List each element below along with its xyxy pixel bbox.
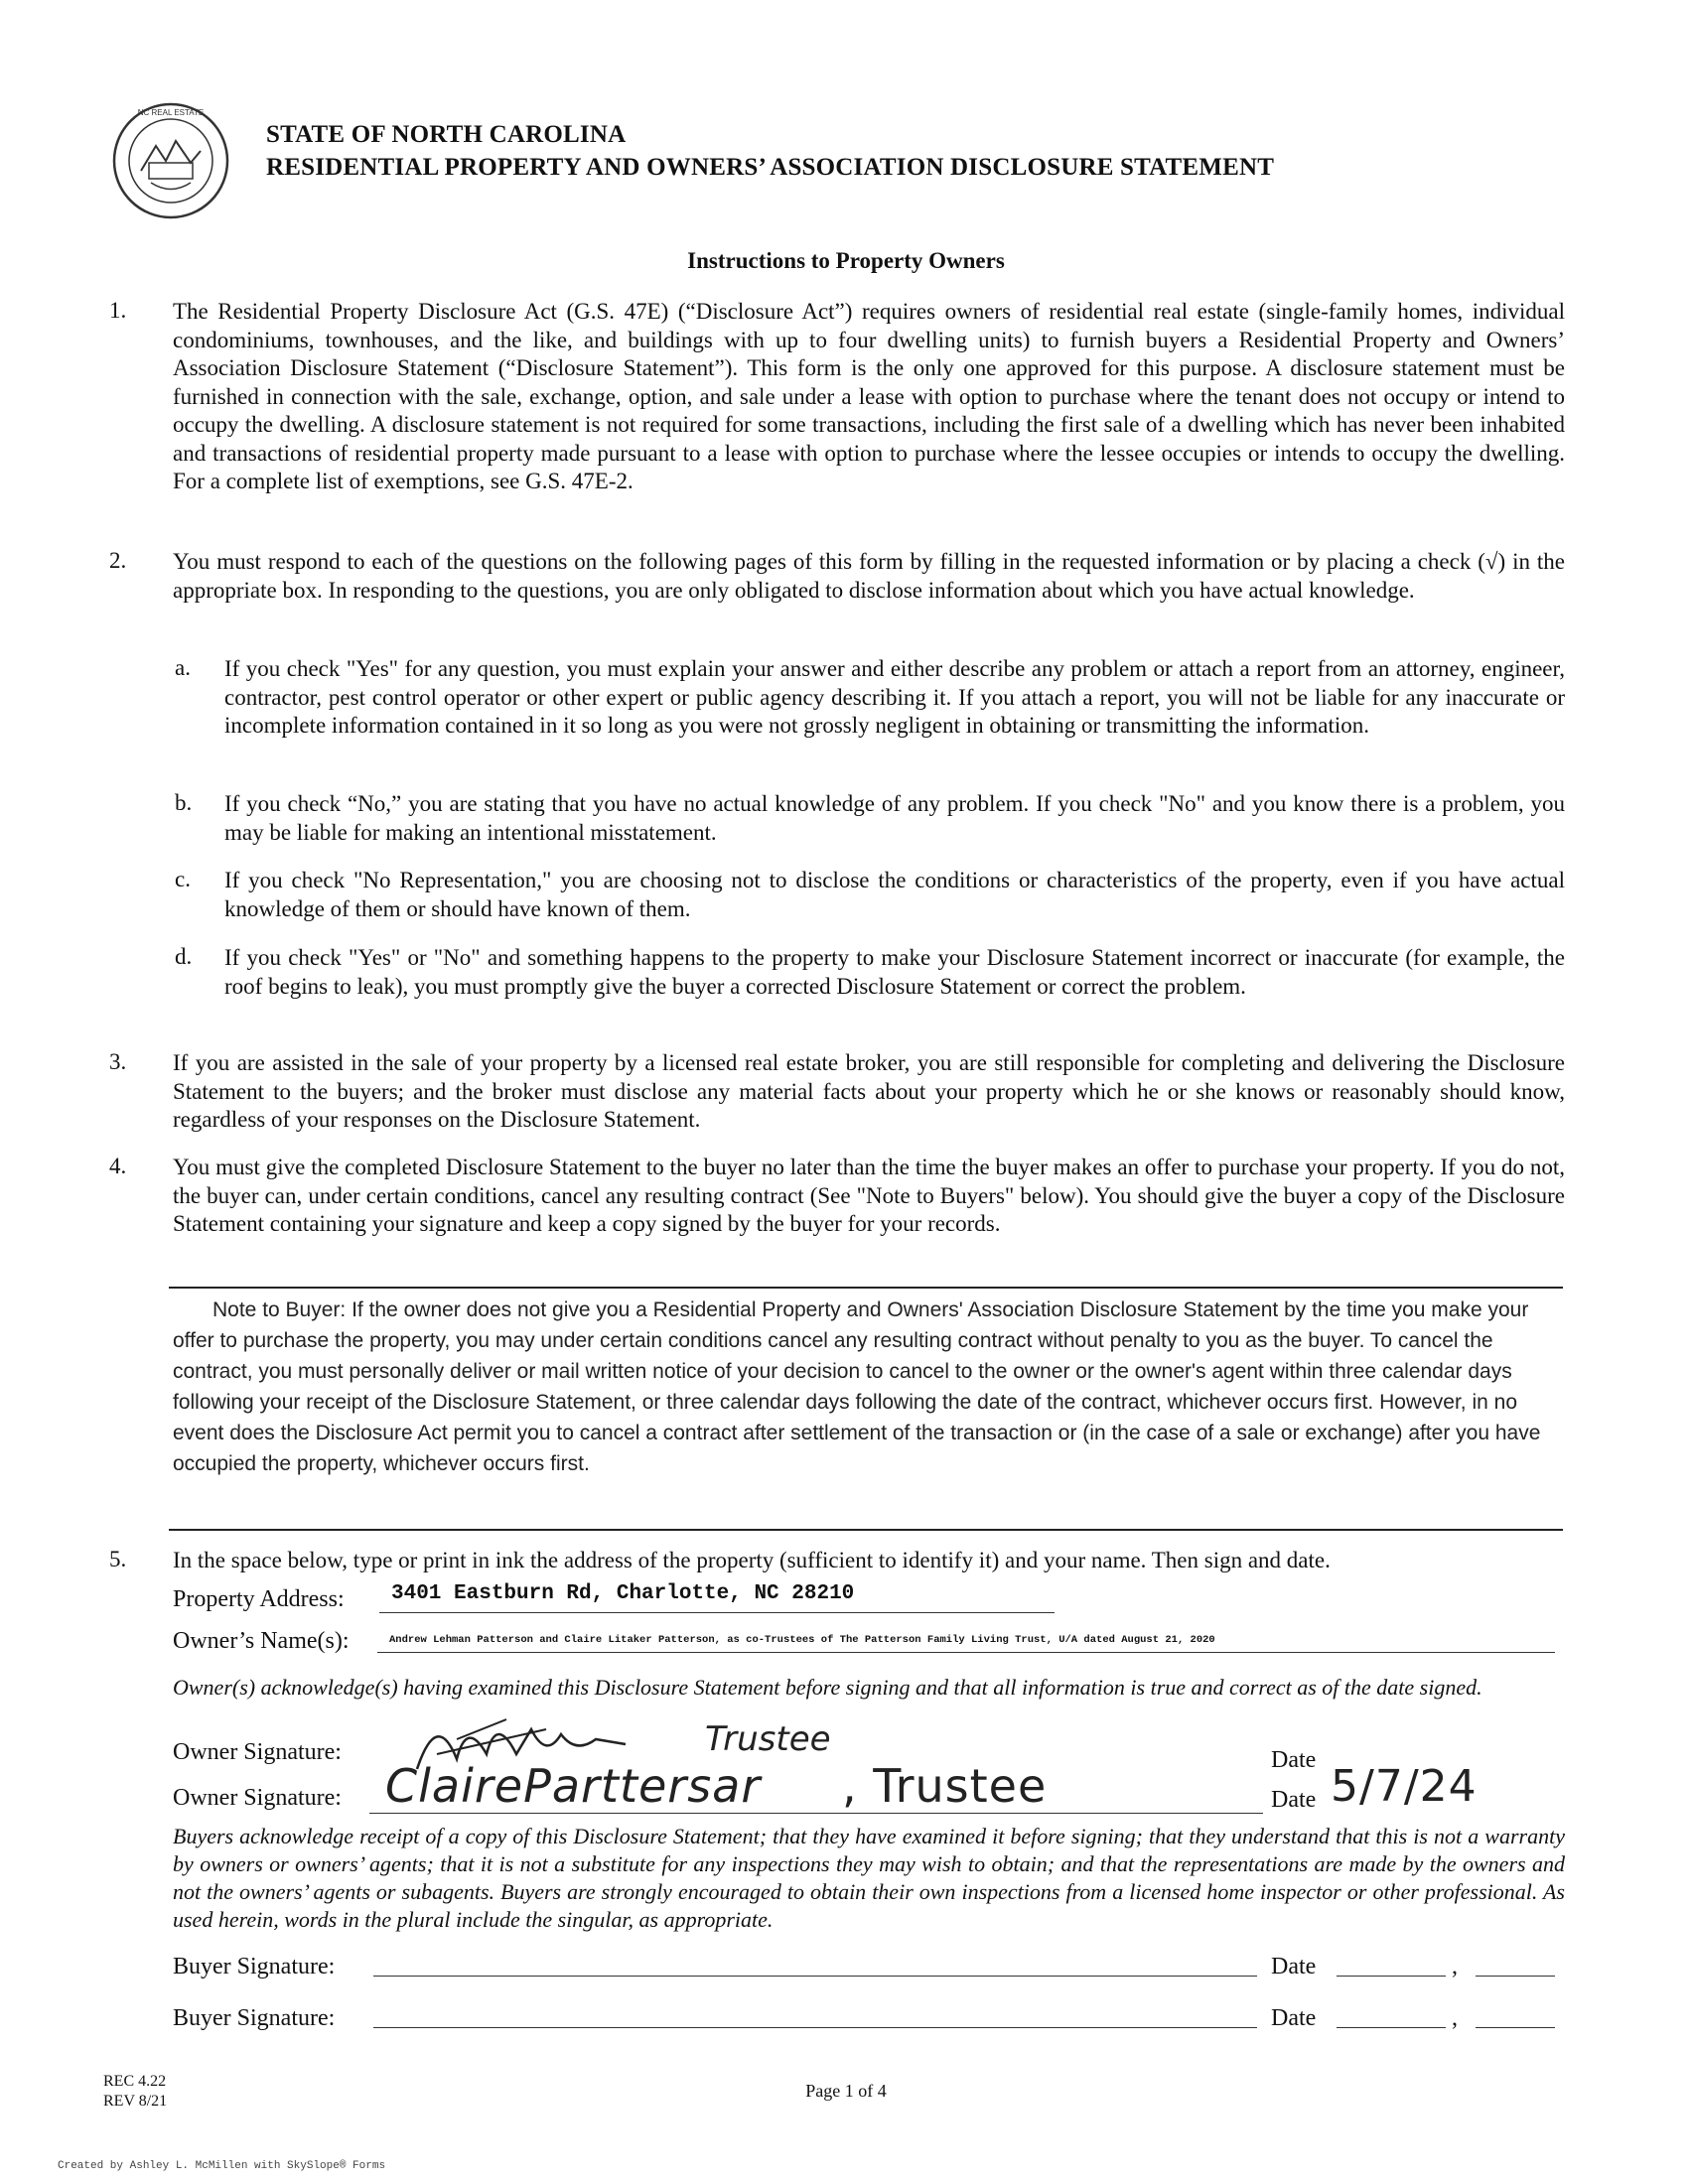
date-label: Date <box>1271 1787 1317 1813</box>
item-number: 3. <box>109 1049 127 1074</box>
item-2-text: You must respond to each of the questions on the following pages of this form by filling in the requested information or by placing a check (√) in the appropriate box. In responding to the questions, you are only obligated to disclose information about which you have actual knowledge. <box>173 549 1565 603</box>
form-revision: REV 8/21 <box>103 2093 168 2110</box>
buyer-2-date-line[interactable] <box>1337 2027 1446 2028</box>
note-top-rule <box>169 1287 1563 1289</box>
address-underline <box>379 1612 1055 1613</box>
buyer-1-signature-line[interactable] <box>373 1976 1257 1977</box>
buyer-signature-label: Buyer Signature: <box>173 2005 336 2031</box>
header-title: RESIDENTIAL PROPERTY AND OWNERS’ ASSOCIATION DISCLOSURE STATEMENT <box>266 154 1275 181</box>
svg-text:NC REAL ESTATE: NC REAL ESTATE <box>137 108 205 117</box>
item-5-text: In the space below, type or print in ink the address of the property (sufficient to identify it) and your name. Then sign and date. <box>173 1548 1331 1572</box>
header-state: STATE OF NORTH CAROLINA <box>266 121 627 148</box>
buyer-1-date-line[interactable] <box>1337 1976 1446 1977</box>
owner-2-trustee-handwriting: , Trustee <box>842 1759 1048 1813</box>
owners-name-field[interactable]: Andrew Lehman Patterson and Claire Litaker Patterson, as co-Trustees of The Patterson Family Living Trust, U/A dated August 21, 2020 <box>389 1634 1215 1646</box>
date-comma: , <box>1452 2005 1458 2031</box>
owner-signature-label: Owner Signature: <box>173 1785 342 1811</box>
buyer-2-year-line[interactable] <box>1476 2027 1555 2028</box>
note-bottom-rule <box>169 1529 1563 1531</box>
address-field[interactable]: 3401 Eastburn Rd, Charlotte, NC 28210 <box>391 1582 855 1605</box>
address-label: Property Address: <box>173 1586 345 1612</box>
subitem-letter: c. <box>175 867 191 891</box>
buyer-acknowledgement: Buyers acknowledge receipt of a copy of this Disclosure Statement; that they have examined it before signing; that they understand that this is not a warranty by owners or owners’ agents; that it is not a substitute for any inspections they may wish to obtain; and that the representations are made by the owners and not the owners’ agents or subagents. Buyers are strongly encouraged to obtain their own inspections from a licensed home inspector or other professional. As used herein, words in the plural include the singular, as appropriate. <box>173 1824 1565 1932</box>
item-number: 2. <box>109 548 127 573</box>
item-number: 1. <box>109 298 127 323</box>
instructions-title: Instructions to Property Owners <box>687 248 1005 273</box>
owners-name-underline <box>377 1652 1555 1653</box>
owner-1-trustee-handwriting: Trustee <box>705 1719 831 1759</box>
state-seal-logo <box>111 101 230 220</box>
owner-acknowledgement: Owner(s) acknowledge(s) having examined this Disclosure Statement before signing and that all information is true and correct as of the date signed. <box>173 1675 1482 1700</box>
form-code: REC 4.22 <box>103 2073 167 2090</box>
date-label: Date <box>1271 2005 1317 2031</box>
item-2a-text: If you check "Yes" for any question, you must explain your answer and either describe any problem or attach a report from an attorney, engineer, contractor, pest control operator or other expert or public agency describing it. If you attach a report, you will not be liable for any inaccurate or incomplete information contained in it so long as you were not grossly negligent in obtaining or transmitting the information. <box>224 656 1565 738</box>
date-label: Date <box>1271 1954 1317 1979</box>
item-number: 5. <box>109 1547 127 1571</box>
buyer-1-year-line[interactable] <box>1476 1976 1555 1977</box>
item-4-text: You must give the completed Disclosure Statement to the buyer no later than the time the buyer makes an offer to purchase your property. If you do not, the buyer can, under certain conditions, cancel any resulting contract (See "Note to Buyers" below). You should give the buyer a copy of the Disclosure Statement containing your signature and keep a copy signed by the buyer for your records. <box>173 1155 1565 1236</box>
item-3-text: If you are assisted in the sale of your property by a licensed real estate broker, you are still responsible for completing and delivering the Disclosure Statement to the buyers; and the broker must disclose any material facts about your property which he or she knows or reasonably should know, regardless of your responses on the Disclosure Statement. <box>173 1050 1565 1132</box>
owner-signature-label: Owner Signature: <box>173 1739 342 1765</box>
date-comma: , <box>1452 1954 1458 1979</box>
owner-2-signature[interactable]: ClaireParttersar <box>385 1759 762 1813</box>
form-credit: Created by Ashley L. McMillen with SkySlope® Forms <box>58 2160 386 2172</box>
buyer-2-signature-line[interactable] <box>373 2027 1257 2028</box>
item-2d-text: If you check "Yes" or "No" and something happens to the property to make your Disclosure Statement incorrect or inaccurate (for example, the roof begins to leak), you must promptly give the buyer a corrected Disclosure Statement or correct the problem. <box>224 945 1565 999</box>
page-number: Page 1 of 4 <box>805 2081 887 2101</box>
item-2b-text: If you check “No,” you are stating that you have no actual knowledge of any problem. If you check "No" and you know there is a problem, you may be liable for making an intentional misstatement. <box>224 791 1565 845</box>
item-2c-text: If you check "No Representation," you are choosing not to disclose the conditions or characteristics of the property, even if you have actual knowledge of them or should have known of them. <box>224 868 1565 921</box>
owner-2-date[interactable]: 5/7/24 <box>1331 1761 1478 1812</box>
buyer-signature-label: Buyer Signature: <box>173 1954 336 1979</box>
subitem-letter: b. <box>175 790 193 815</box>
subitem-letter: a. <box>175 655 191 680</box>
owner-signature-underline <box>369 1813 1263 1814</box>
note-to-buyer: Note to Buyer: If the owner does not give you a Residential Property and Owners' Association Disclosure Statement by the time you make your offer to purchase the property, you may under certain conditions cancel any resulting contract without penalty to you as the buyer. To cancel the contract, you must personally deliver or mail written notice of your decision to cancel to the owner or the owner's agent within three calendar days following your receipt of the Disclosure Statement, or three calendar days following the date of the contract, whichever occurs first. However, in no event does the Disclosure Act permit you to cancel a contract after settlement of the transaction or (in the case of a sale or exchange) after you have occupied the property, whichever occurs first. <box>173 1298 1541 1475</box>
date-label: Date <box>1271 1747 1317 1773</box>
owners-name-label: Owner’s Name(s): <box>173 1628 350 1654</box>
item-1-text: The Residential Property Disclosure Act (G.S. 47E) (“Disclosure Act”) requires owners of residential real estate (single-family homes, individual condominiums, townhouses, and the like, and buildings with up to four dwelling units) to furnish buyers a Residential Property and Owners’ Association Disclosure Statement (“Disclosure Statement”). This form is the only one approved for this purpose. A disclosure statement must be furnished in connection with the sale, exchange, option, and sale under a lease with option to purchase where the tenant does not occupy or intend to occupy the dwelling. A disclosure statement is not required for some transactions, including the first sale of a dwelling which has never been inhabited and transactions of residential property made pursuant to a lease with option to purchase where the lessee occupies or intends to occupy the dwelling. For a complete list of exemptions, see G.S. 47E-2. <box>173 299 1565 493</box>
subitem-letter: d. <box>175 944 193 969</box>
item-number: 4. <box>109 1154 127 1178</box>
